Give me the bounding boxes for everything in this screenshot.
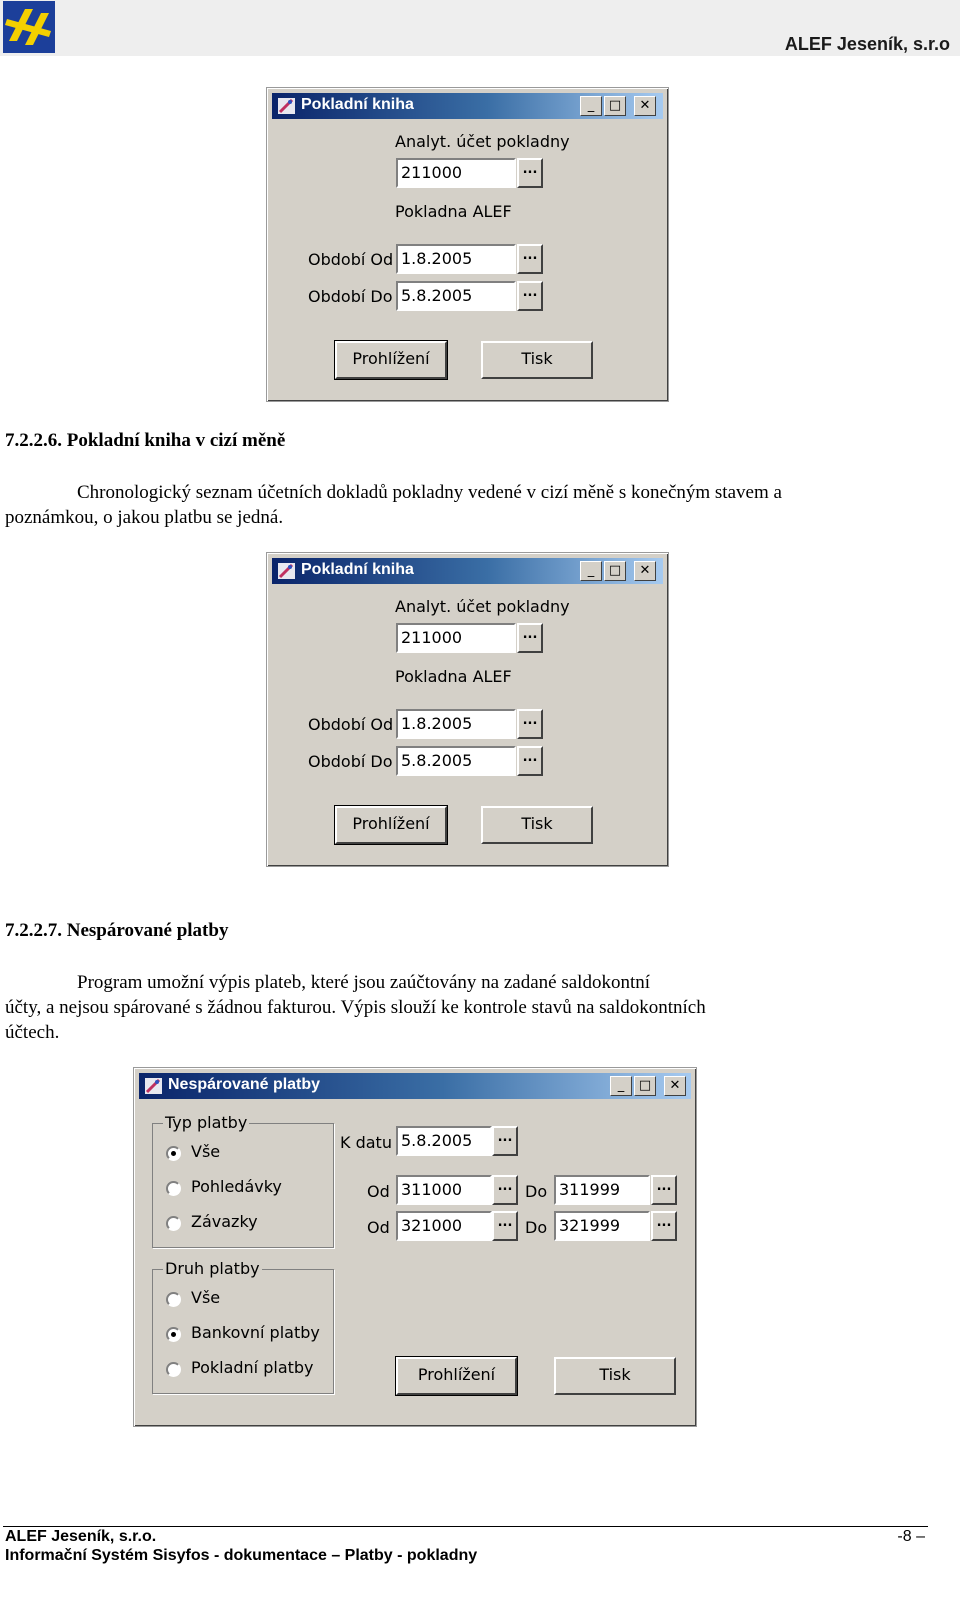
row2-to-input[interactable]: 321999 xyxy=(554,1211,650,1241)
period-from-input[interactable]: 1.8.2005 xyxy=(396,244,516,274)
date-label: K datu xyxy=(340,1133,392,1152)
window-title: Nespárované platby xyxy=(168,1076,321,1093)
row2-from-lookup-button[interactable]: ... xyxy=(492,1211,518,1241)
row2-from-input[interactable]: 321000 xyxy=(396,1211,492,1241)
account-label: Analyt. účet pokladny xyxy=(395,132,570,151)
pokladni-kniha-window-2 xyxy=(266,552,669,867)
payment-type-receivables-radio[interactable] xyxy=(166,1181,181,1196)
period-to-label: Období Do xyxy=(308,752,393,771)
payment-type-group-caption: Typ platby xyxy=(165,1113,248,1132)
row1-to-label: Do xyxy=(525,1182,548,1201)
minimize-button[interactable]: _ xyxy=(580,561,602,581)
app-icon xyxy=(145,1078,162,1094)
payment-type-group xyxy=(152,1113,334,1248)
section-heading-7-2-2-6: 7.2.2.6. Pokladní kniha v cizí měně xyxy=(5,430,286,451)
payment-type-all-radio[interactable] xyxy=(166,1146,181,1161)
section-2-text-line-3: účtech. xyxy=(5,1022,60,1043)
row2-to-lookup-button[interactable]: ... xyxy=(651,1211,677,1241)
period-to-label: Období Do xyxy=(308,287,393,306)
maximize-button[interactable]: □ xyxy=(634,1076,656,1096)
row2-from-label: Od xyxy=(367,1218,390,1237)
account-label: Analyt. účet pokladny xyxy=(395,597,570,616)
payment-kind-cash-radio[interactable] xyxy=(166,1362,181,1377)
section-1-text-line-1: Chronologický seznam účetních dokladů pokladny vedené v cizí měně s konečným stavem a xyxy=(77,482,782,503)
section-1-text-line-2: poznámkou, o jakou platbu se jedná. xyxy=(5,507,284,528)
payment-kind-cash-label: Pokladní platby xyxy=(191,1358,314,1377)
footer-company: ALEF Jeseník, s.r.o. xyxy=(5,1528,157,1545)
window-title: Pokladní kniha xyxy=(301,96,414,113)
title-bar xyxy=(272,558,663,584)
period-from-label: Období Od xyxy=(308,250,394,269)
minimize-button[interactable]: _ xyxy=(580,96,602,116)
row1-to-lookup-button[interactable]: ... xyxy=(651,1175,677,1205)
payment-type-receivables-label: Pohledávky xyxy=(191,1177,282,1196)
period-to-input[interactable]: 5.8.2005 xyxy=(396,746,516,776)
footer-rule xyxy=(3,1526,928,1527)
payment-kind-all-radio[interactable] xyxy=(166,1292,181,1307)
period-from-picker-button[interactable]: ... xyxy=(517,244,543,274)
nesparovane-platby-window xyxy=(133,1067,697,1427)
payment-kind-all-label: Vše xyxy=(191,1288,221,1307)
title-bar xyxy=(139,1073,691,1099)
payment-type-payables-radio[interactable] xyxy=(166,1216,181,1231)
company-logo xyxy=(3,1,55,53)
payment-type-all-label: Vše xyxy=(191,1142,221,1161)
print-button[interactable]: Tisk xyxy=(554,1357,676,1395)
period-to-input[interactable]: 5.8.2005 xyxy=(396,281,516,311)
account-name: Pokladna ALEF xyxy=(395,667,512,686)
close-button[interactable]: ✕ xyxy=(634,561,656,581)
view-button[interactable]: Prohlížení xyxy=(335,806,447,844)
maximize-button[interactable]: □ xyxy=(604,561,626,581)
app-icon xyxy=(278,563,295,579)
section-heading-7-2-2-7: 7.2.2.7. Nespárované platby xyxy=(5,920,229,941)
close-button[interactable]: ✕ xyxy=(634,96,656,116)
row1-from-label: Od xyxy=(367,1182,390,1201)
row2-to-label: Do xyxy=(525,1218,548,1237)
print-button[interactable]: Tisk xyxy=(481,806,593,844)
header-company: ALEF Jeseník, s.r.o xyxy=(784,34,950,54)
account-input[interactable]: 211000 xyxy=(396,158,516,188)
account-name: Pokladna ALEF xyxy=(395,202,512,221)
minimize-button[interactable]: _ xyxy=(610,1076,632,1096)
period-to-picker-button[interactable]: ... xyxy=(517,281,543,311)
period-from-input[interactable]: 1.8.2005 xyxy=(396,709,516,739)
date-input[interactable]: 5.8.2005 xyxy=(396,1126,492,1156)
account-lookup-button[interactable]: ... xyxy=(517,623,543,653)
payment-type-payables-label: Závazky xyxy=(191,1212,258,1231)
payment-kind-group-caption: Druh platby xyxy=(165,1259,260,1278)
window-title: Pokladní kniha xyxy=(301,561,414,578)
section-2-text-line-1: Program umožní výpis plateb, které jsou zaúčtovány na zadané saldokontní xyxy=(77,972,651,993)
pokladni-kniha-window-1 xyxy=(266,87,669,402)
view-button[interactable]: Prohlížení xyxy=(335,341,447,379)
app-icon xyxy=(278,98,295,114)
row1-from-lookup-button[interactable]: ... xyxy=(492,1175,518,1205)
row1-to-input[interactable]: 311999 xyxy=(554,1175,650,1205)
account-input[interactable]: 211000 xyxy=(396,623,516,653)
section-2-text-line-2: účty, a nejsou spárované s žádnou fakturou. Výpis slouží ke kontrole stavů na saldokontních xyxy=(5,997,706,1018)
row1-from-input[interactable]: 311000 xyxy=(396,1175,492,1205)
maximize-button[interactable]: □ xyxy=(604,96,626,116)
period-to-picker-button[interactable]: ... xyxy=(517,746,543,776)
payment-kind-bank-label: Bankovní platby xyxy=(191,1323,320,1342)
payment-kind-group xyxy=(152,1259,334,1394)
view-button[interactable]: Prohlížení xyxy=(396,1357,517,1395)
title-bar xyxy=(272,93,663,119)
date-picker-button[interactable]: ... xyxy=(492,1126,518,1156)
period-from-picker-button[interactable]: ... xyxy=(517,709,543,739)
footer-doc-title: Informační Systém Sisyfos - dokumentace – Platby - pokladny xyxy=(5,1547,478,1564)
print-button[interactable]: Tisk xyxy=(481,341,593,379)
close-button[interactable]: ✕ xyxy=(664,1076,686,1096)
period-from-label: Období Od xyxy=(308,715,394,734)
payment-kind-bank-radio[interactable] xyxy=(166,1327,181,1342)
page-number: -8 – xyxy=(897,1528,925,1545)
account-lookup-button[interactable]: ... xyxy=(517,158,543,188)
